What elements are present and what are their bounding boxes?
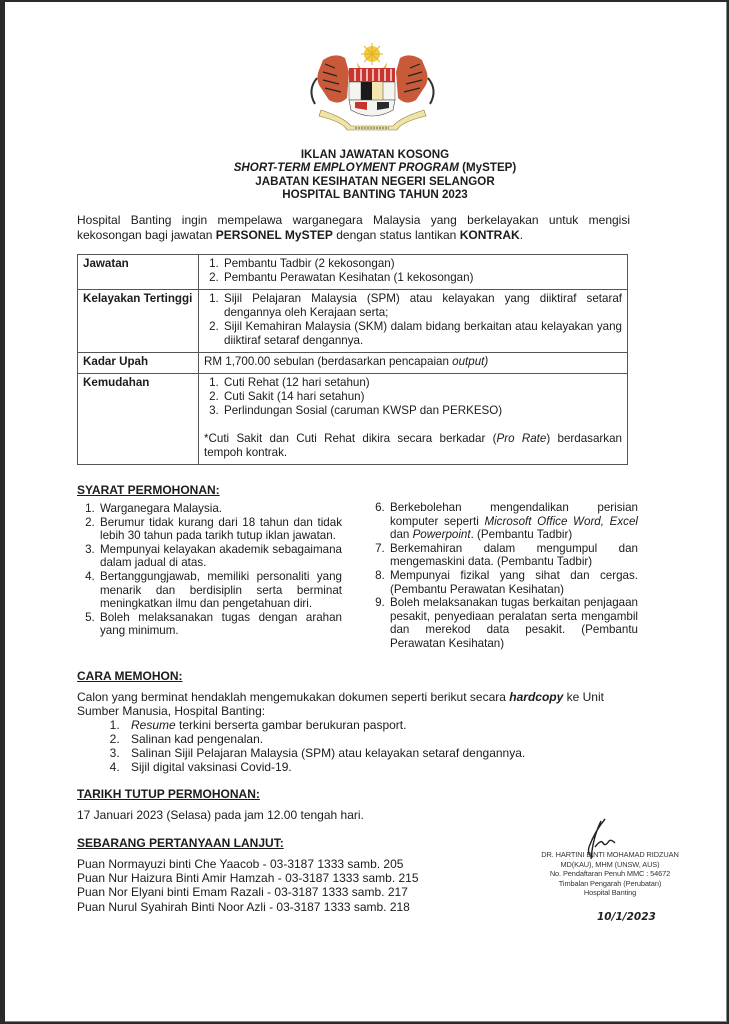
intro-text: dengan status lantikan (332, 228, 460, 242)
signature-date: 10/1/2023 (597, 911, 656, 923)
contact-item: Puan Nurul Syahirah Binti Noor Azli - 03-3187 1333 samb. 218 (77, 899, 410, 914)
title-line-4: HOSPITAL BANTING TAHUN 2023 (282, 188, 468, 202)
signatory-organization: Hospital Banting (583, 888, 637, 898)
signatory-details (525, 850, 695, 898)
list-item: 4. Bertanggungjawab, memiliki personaliti yang menarik dan berdisiplin serta berminat meningkatkan ilmu dan pengetahuan diri. (98, 570, 342, 611)
row-value (199, 290, 628, 353)
signatory-position: Timbalan Pengarah (Perubatan) (558, 878, 662, 888)
row-value (199, 353, 628, 374)
list-item: 5. Boleh melaksanakan tugas dengan arahan yang minimum. (98, 611, 342, 638)
title-line-2 (5, 161, 729, 174)
row-value (199, 255, 628, 290)
item-text: . (Pembantu Tadbir) (470, 528, 573, 542)
row-value (199, 374, 628, 465)
table-row (78, 353, 628, 374)
list-item: 3. Perlindungan Sosial (caruman KWSP dan PERKESO) (222, 404, 622, 418)
application-instructions (77, 690, 637, 774)
section-heading-cara: CARA MEMOHON: (77, 669, 183, 683)
item-text-italic: Powerpoint (412, 528, 471, 542)
list-item: 2. Sijil Kemahiran Malaysia (SKM) dalam bidang berkaitan atau kelayakan yang diiktiraf setaraf dengannya. (222, 320, 622, 348)
list-item: 9. Boleh melaksanakan tugas berkaitan penjagaan pesakit, penyediaan peralatan serta mengambil dan merekod data pesakit. (Pembantu Perawatan Kesihatan) (388, 596, 638, 650)
note-text: ) berdasarkan tempoh kontrak. (204, 432, 622, 459)
intro-position: PERSONEL MySTEP (215, 228, 333, 242)
list-item: 3. Mempunyai kelayakan akademik sebagaimana dalam jadual di atas. (98, 543, 342, 570)
hardcopy-emphasis: hardcopy (509, 690, 564, 704)
salary-text: RM 1,700.00 sebulan (berdasarkan pencapaian (204, 355, 453, 368)
title-program-acronym: (MySTEP) (458, 161, 517, 175)
table-row (78, 255, 628, 290)
signatory-registration: No. Pendaftaran Penuh MMC : 54672 (549, 869, 671, 879)
list-item: 2. Cuti Sakit (14 hari setahun) (222, 390, 622, 404)
title-line-3: JABATAN KESIHATAN NEGERI SELANGOR (255, 174, 495, 188)
intro-text: Hospital Banting ingin mempelawa warganegara Malaysia yang berkelayakan untuk mengisi kekosongan bagi jawatan (77, 213, 630, 242)
intro-paragraph (77, 213, 630, 243)
requirements-right (370, 501, 638, 651)
closing-date: 17 Januari 2023 (Selasa) pada jam 12.00 tengah hari. (77, 808, 364, 822)
list-item: 1. Warganegara Malaysia. (98, 502, 342, 516)
section-heading-pertanyaan: SEBARANG PERTANYAAN LANJUT: (77, 836, 284, 850)
intro-text: Calon yang berminat hendaklah mengemukakan dokumen seperti berikut secara (77, 690, 510, 704)
note-text-italic: Pro Rate (496, 432, 547, 445)
item-text: terkini berserta gambar berukuran pasport. (175, 718, 407, 732)
item-text: dan (390, 528, 413, 542)
intro-text: ke Unit Sumber Manusia, Hospital Banting: (77, 690, 604, 718)
table-row (78, 374, 628, 465)
document-page (5, 2, 727, 1022)
row-label: Kelayakan Tertinggi (78, 290, 199, 353)
row-label: Kemudahan (78, 374, 199, 465)
list-item: 7. Berkemahiran dalam mengumpul dan mengemaskini data. (Pembantu Tadbir) (388, 542, 638, 569)
item-text-italic: Resume (131, 718, 176, 732)
list-item: 2. Pembantu Perawatan Kesihatan (1 kekosongan) (222, 271, 622, 285)
salary-text-italic: output) (452, 355, 489, 368)
application-intro (77, 690, 637, 718)
contact-item: Puan Normayuzi binti Che Yaacob - 03-3187 1333 samb. 205 (77, 857, 404, 871)
table-row (78, 290, 628, 353)
document-title-block (5, 148, 729, 202)
intro-status: KONTRAK (459, 228, 520, 242)
list-item: 8. Mempunyai fizikal yang sihat dan cergas. (Pembantu Perawatan Kesihatan) (388, 569, 638, 596)
signatory-name: DR. HARTINI BINTI MOHAMAD RIDZUAN (541, 850, 679, 859)
list-item: 4. Sijil digital vaksinasi Covid-19. (123, 760, 637, 774)
signatory-qualification: MD(KAU), MHM (UNSW, AUS) (560, 859, 660, 869)
row-label: Kadar Upah (78, 353, 199, 374)
contact-list (77, 857, 419, 914)
job-info-table (77, 254, 628, 465)
list-item (388, 501, 638, 542)
note-text: *Cuti Sakit dan Cuti Rehat dikira secara berkadar ( (204, 432, 497, 445)
list-item: 2. Berumur tidak kurang dari 18 tahun dan tidak lebih 30 tahun pada tarikh tutup iklan jawatan. (98, 516, 342, 543)
contact-item: Puan Nur Haizura Binti Amir Hamzah - 03-3187 1333 samb. 215 (77, 871, 419, 886)
title-line-1: IKLAN JAWATAN KOSONG (300, 148, 450, 161)
list-item: 2. Salinan kad pengenalan. (123, 732, 637, 746)
requirements-left (80, 502, 342, 638)
list-item: 1. Sijil Pelajaran Malaysia (SPM) atau kelayakan yang diiktiraf setaraf dengannya oleh Kerajaan serta; (222, 292, 622, 320)
leave-note (204, 432, 622, 460)
list-item: 1. Pembantu Tadbir (2 kekosongan) (222, 257, 622, 271)
intro-text: . (519, 228, 524, 242)
row-label: Jawatan (78, 255, 199, 290)
item-text: Berkebolehan mengendalikan perisian komputer seperti (390, 501, 638, 528)
signature-block (525, 817, 695, 927)
list-item: 1. Cuti Rehat (12 hari setahun) (222, 376, 622, 390)
title-program-name: SHORT-TERM EMPLOYMENT PROGRAM (233, 161, 459, 175)
section-heading-tarikh: TARIKH TUTUP PERMOHONAN: (77, 787, 260, 801)
list-item (123, 718, 637, 732)
malaysia-coat-of-arms-icon (305, 40, 440, 132)
contact-item: Puan Nor Elyani binti Emam Razali - 03-3187 1333 samb. 217 (77, 885, 408, 900)
section-heading-syarat: SYARAT PERMOHONAN: (77, 483, 220, 497)
item-text-italic: Microsoft Office Word, Excel (484, 514, 638, 528)
list-item: 3. Salinan Sijil Pelajaran Malaysia (SPM) atau kelayakan setaraf dengannya. (123, 746, 637, 760)
